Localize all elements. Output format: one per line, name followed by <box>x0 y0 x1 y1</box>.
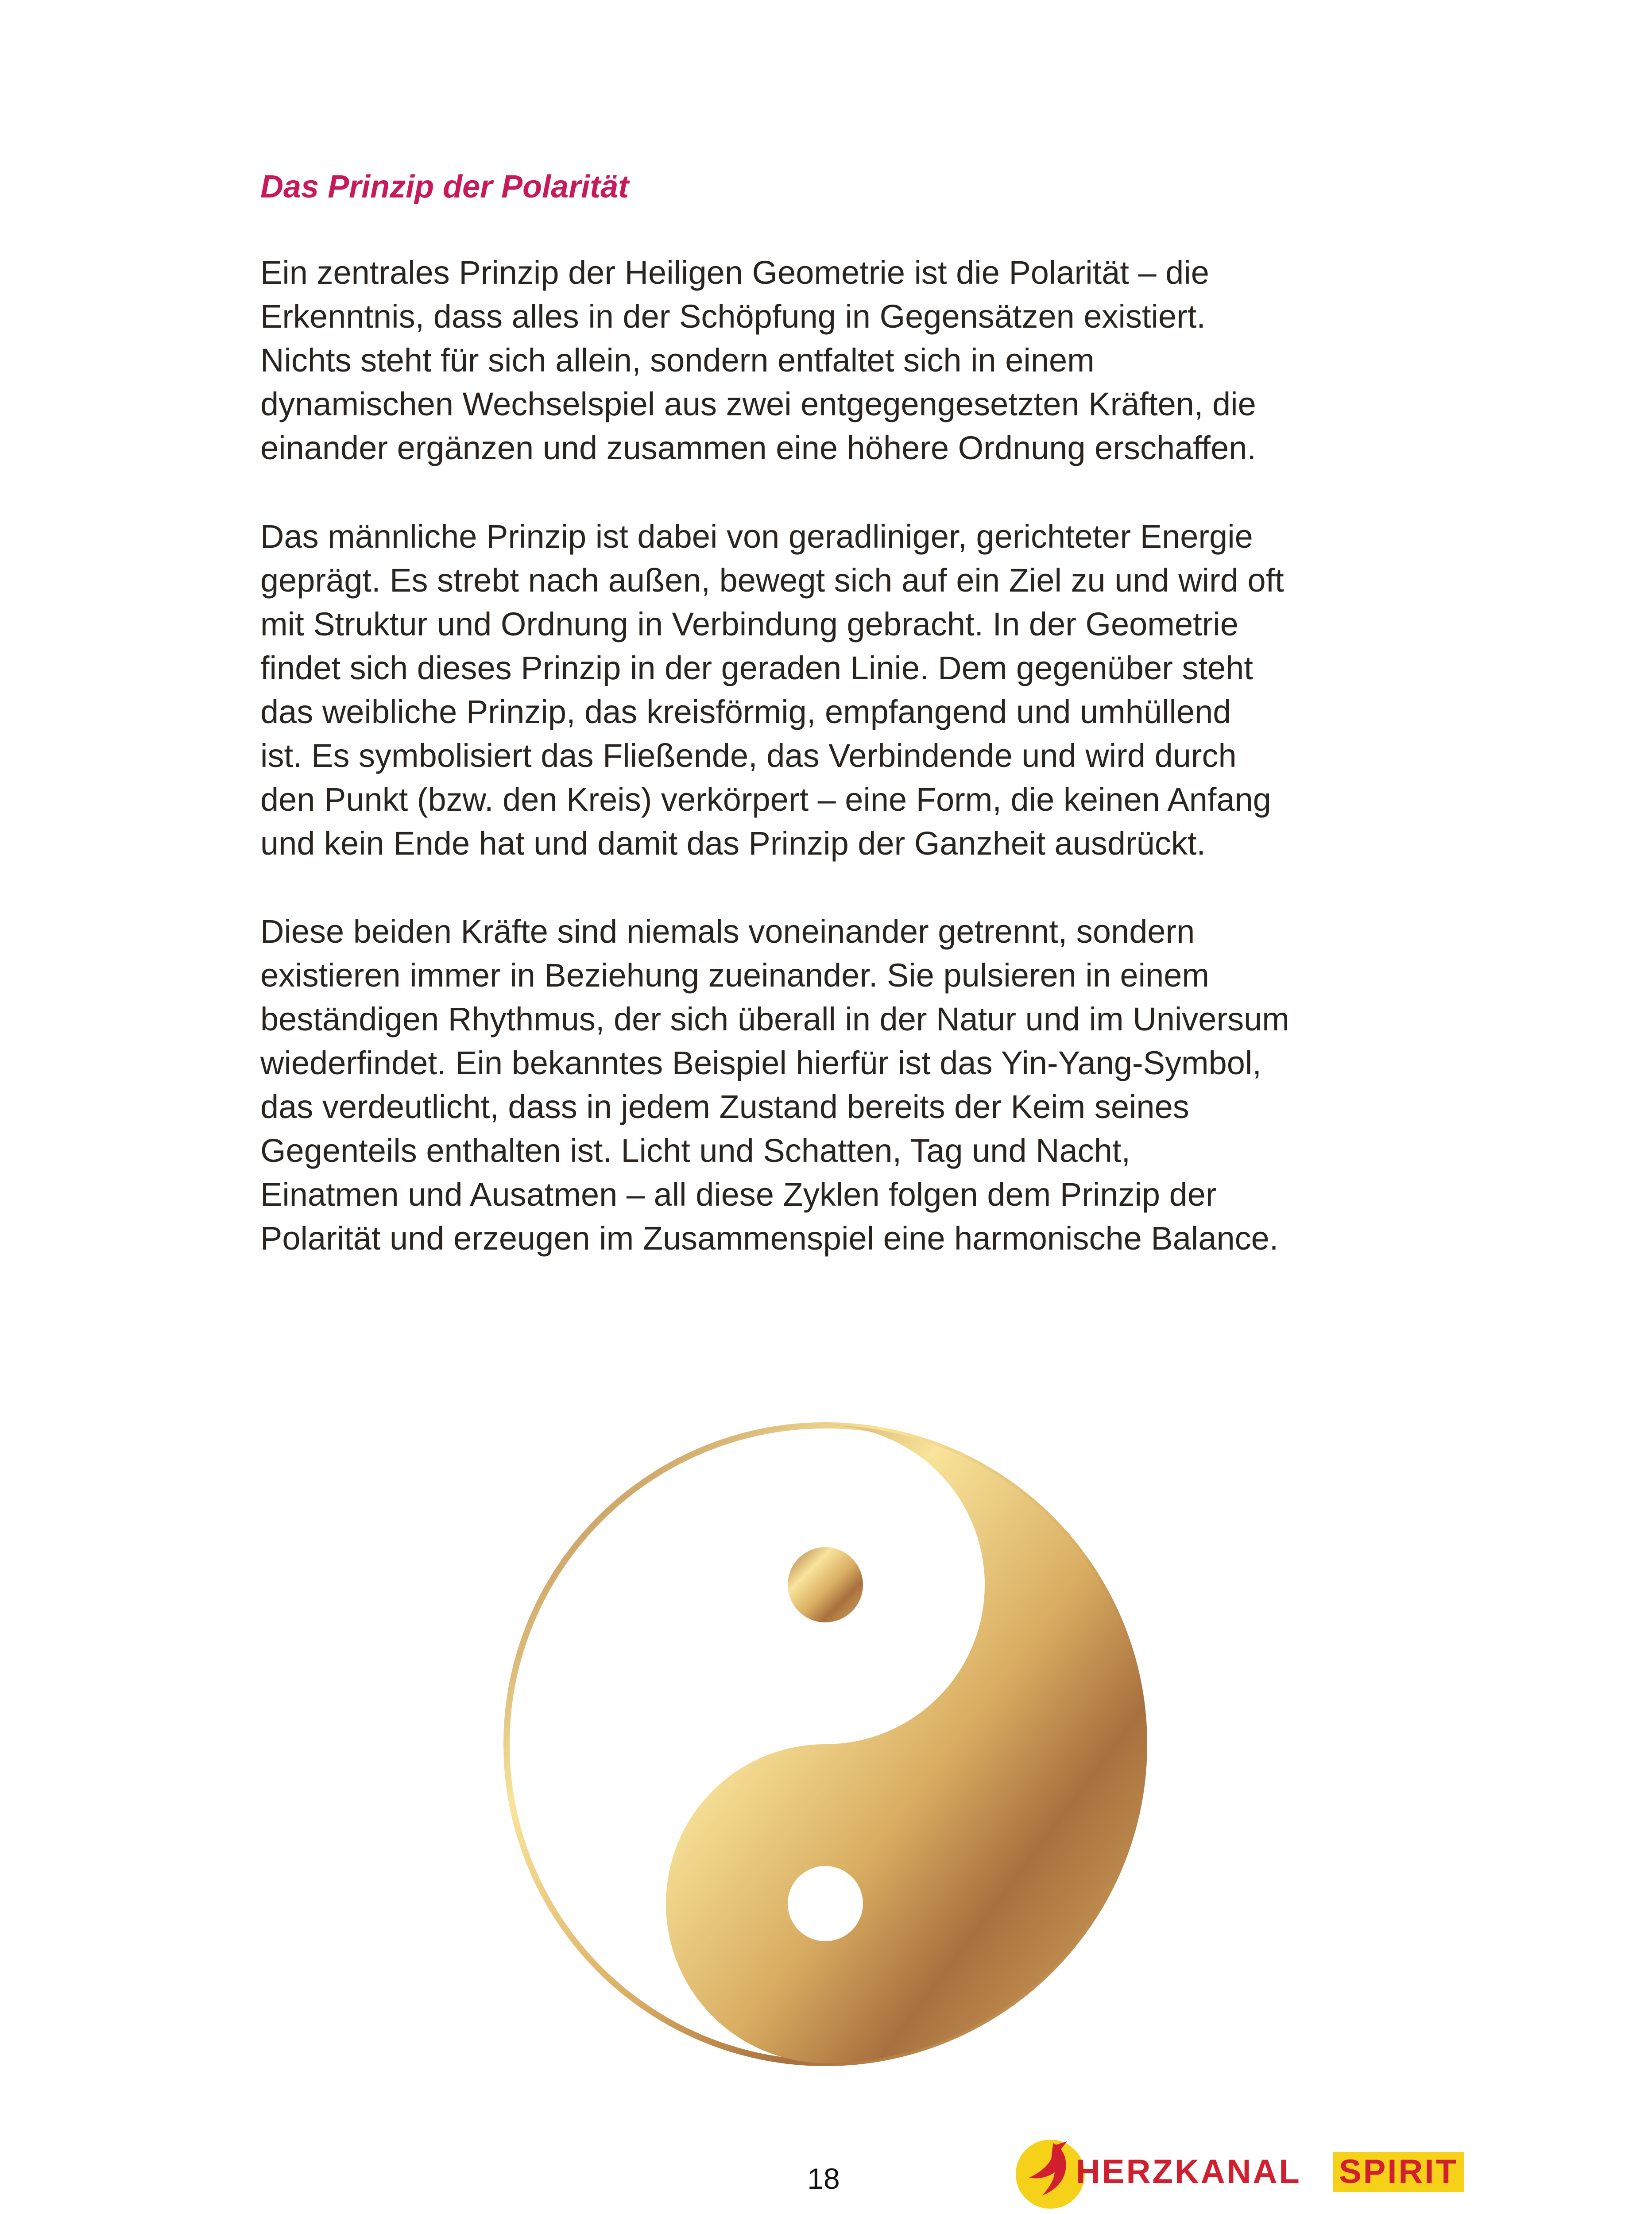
section-heading: Das Prinzip der Polarität <box>260 169 629 205</box>
text-line: Ein zentrales Prinzip der Heiligen Geometrie ist die Polarität – die <box>260 254 1209 291</box>
text-line: geprägt. Es strebt nach außen, bewegt sich auf ein Ziel zu und wird oft <box>260 562 1284 599</box>
text-line: das weibliche Prinzip, das kreisförmig, empfangend und umhüllend <box>260 693 1231 730</box>
text-line: das verdeutlicht, dass in jedem Zustand bereits der Keim seines <box>260 1088 1189 1125</box>
text-line: beständigen Rhythmus, der sich überall in der Natur und im Universum <box>260 1001 1289 1037</box>
yin-yang-upper-dot <box>788 1547 863 1622</box>
text-line: Diese beiden Kräfte sind niemals voneinander getrennt, sondern <box>260 913 1195 950</box>
page-number: 18 <box>807 2162 840 2195</box>
herzkanal-spirit-logo <box>1011 2125 1481 2214</box>
text-line: Erkenntnis, dass alles in der Schöpfung in Gegensätzen existiert. <box>260 298 1206 335</box>
logo-text-herzkanal: HERZKANAL <box>1076 2153 1301 2191</box>
text-line: Einatmen und Ausatmen – all diese Zyklen folgen dem Prinzip der <box>260 1176 1217 1213</box>
yin-yang-lower-dot <box>788 1866 863 1941</box>
text-line: existieren immer in Beziehung zueinander. Sie pulsieren in einem <box>260 957 1210 994</box>
text-line: Gegenteils enthalten ist. Licht und Schatten, Tag und Nacht, <box>260 1132 1131 1169</box>
text-line: wiederfindet. Ein bekanntes Beispiel hierfür ist das Yin-Yang-Symbol, <box>260 1045 1261 1081</box>
text-line: mit Struktur und Ordnung in Verbindung gebracht. In der Geometrie <box>260 606 1238 643</box>
text-line: Polarität und erzeugen im Zusammenspiel eine harmonische Balance. <box>260 1220 1279 1257</box>
text-line: und kein Ende hat und damit das Prinzip der Ganzheit ausdrückt. <box>260 825 1206 862</box>
paragraph-balance <box>260 910 1412 1260</box>
text-line: findet sich dieses Prinzip in der geraden Linie. Dem gegenüber steht <box>260 650 1253 686</box>
text-line: Das männliche Prinzip ist dabei von geradliniger, gerichteter Energie <box>260 518 1253 555</box>
text-line: dynamischen Wechselspiel aus zwei entgegengesetzten Kräften, die <box>260 386 1256 422</box>
text-line: Nichts steht für sich allein, sondern entfaltet sich in einem <box>260 342 1095 379</box>
yin-yang-icon <box>499 1417 1152 2071</box>
paragraph-polarity-intro <box>260 251 1412 470</box>
text-line: einander ergänzen und zusammen eine höhere Ordnung erschaffen. <box>260 430 1256 466</box>
paragraph-male-female-principle <box>260 515 1412 865</box>
yin-yang-gold-half <box>666 1425 1144 2063</box>
text-line: ist. Es symbolisiert das Fließende, das Verbindende und wird durch <box>260 737 1237 774</box>
text-line: den Punkt (bzw. den Kreis) verkörpert – eine Form, die keinen Anfang <box>260 781 1271 818</box>
logo-text-spirit: SPIRIT <box>1333 2152 1464 2192</box>
